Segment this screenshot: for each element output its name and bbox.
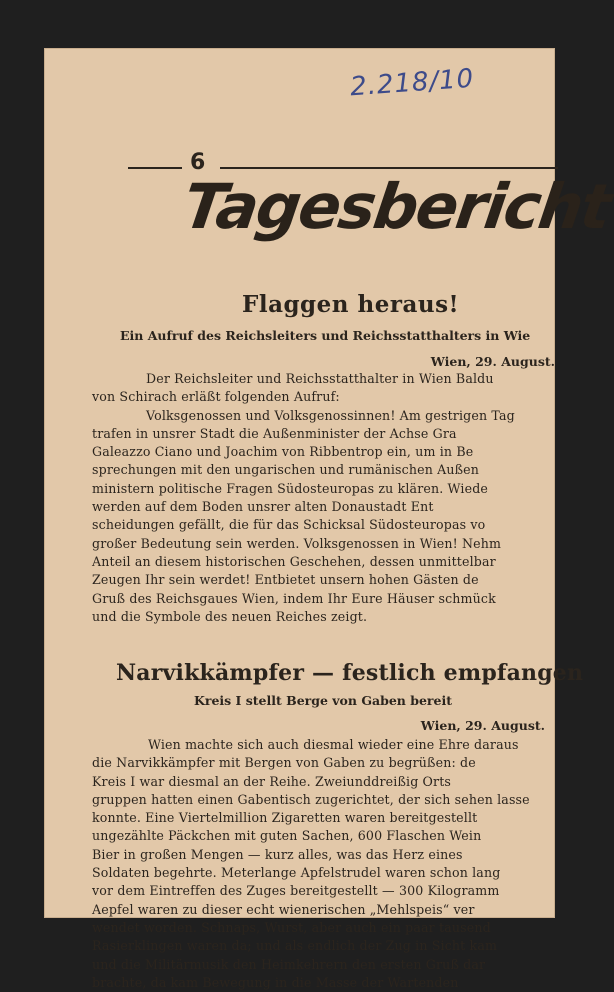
article2-line: wendet worden. Schnaps, Wurst, aber auch ein paar tausend [92, 919, 491, 935]
article1-dateline: Wien, 29. August. [430, 354, 555, 369]
article1-line: trafen in unsrer Stadt die Außenminister der Achse Gra [92, 425, 457, 441]
handwritten-archive-number: 2.218/10 [349, 63, 476, 103]
article1-line: von Schirach erläßt folgenden Aufruf: [92, 389, 340, 405]
article2-line: und die Militärmusik den Heimkehrern den ersten Gruß dar [92, 956, 486, 972]
article1-line: Der Reichsleiter und Reichsstatthalter in Wien Baldu [146, 371, 494, 386]
article1-line: großer Bedeutung sein werden. Volksgenossen in Wien! Nehm [92, 535, 502, 551]
article1-line: und die Symbole des neuen Reiches zeigt. [92, 608, 368, 624]
article2-line: Rasierklingen waren da; und als endlich der Zug in Sicht kam [92, 938, 498, 954]
article1-line: scheidungen gefällt, die für das Schicksal Südosteuropas vo [92, 517, 486, 533]
article1-line: Volksgenossen und Volksgenossinnen! Am gestrigen Tag [146, 407, 515, 423]
rule-right [220, 167, 558, 169]
article1-line: Zeugen Ihr sein werdet! Entbietet unsern hohen Gästen de [92, 572, 479, 588]
article1-line: werden auf dem Boden unsrer alten Donaustadt Ent [92, 499, 434, 515]
article2-dateline: Wien, 29. August. [420, 718, 545, 733]
article1-line: Gruß des Reichsgaues Wien, indem Ihr Eure Häuser schmück [92, 590, 496, 606]
article2-subheadline: Kreis I stellt Berge von Gaben bereit [194, 693, 452, 708]
article2-line: gruppen hatten einen Gabentisch zugerichtet, der sich sehen lasse [92, 791, 530, 807]
article1-line: ministern politische Fragen Südosteuropas zu klären. Wiede [92, 480, 489, 496]
page-number: 6 [190, 150, 206, 175]
rule-left [128, 167, 182, 169]
article1-subheadline: Ein Aufruf des Reichsleiters und Reichsstatthalters in Wie [120, 328, 531, 343]
article2-body [92, 736, 562, 992]
article2-line: konnte. Eine Viertelmillion Zigaretten waren bereitgestellt [92, 810, 478, 826]
article2-line: Kreis I war diesmal an der Reihe. Zweiunddreißig Orts [92, 773, 452, 789]
section-masthead: Tagesbericht [178, 170, 614, 243]
article1-line: sprechungen mit den ungarischen und rumänischen Außen [92, 462, 480, 478]
article2-line: ungezählte Päckchen mit guten Sachen, 600 Flaschen Wein [92, 828, 482, 844]
article1-headline: Flaggen heraus! [242, 291, 460, 318]
article2-headline: Narvikkämpfer — festlich empfangen [116, 660, 584, 686]
newspaper-clipping [44, 48, 614, 990]
article1-body [92, 370, 562, 626]
article1-line: Anteil an diesem historischen Geschehen, dessen unmittelbar [92, 553, 496, 569]
article2-line: Wien machte sich auch diesmal wieder eine Ehre daraus [148, 737, 519, 752]
article2-line: brachte, da kam Bewegung in die Masse der Wartenden [92, 974, 459, 990]
article2-line: Bier in großen Mengen — kurz alles, was das Herz eines [92, 846, 463, 862]
article2-line: Aepfel waren zu dieser echt wienerischen „Mehlspeis“ ver [92, 901, 475, 917]
article2-line: Soldaten begehrte. Meterlange Apfelstrudel waren schon lang [92, 865, 501, 881]
article1-line: Galeazzo Ciano und Joachim von Ribbentrop ein, um in Be [92, 444, 474, 460]
article2-line: vor dem Eintreffen des Zuges bereitgestellt — 300 Kilogramm [92, 883, 500, 899]
article2-line: die Narvikkämpfer mit Bergen von Gaben zu begrüßen: de [92, 755, 476, 771]
